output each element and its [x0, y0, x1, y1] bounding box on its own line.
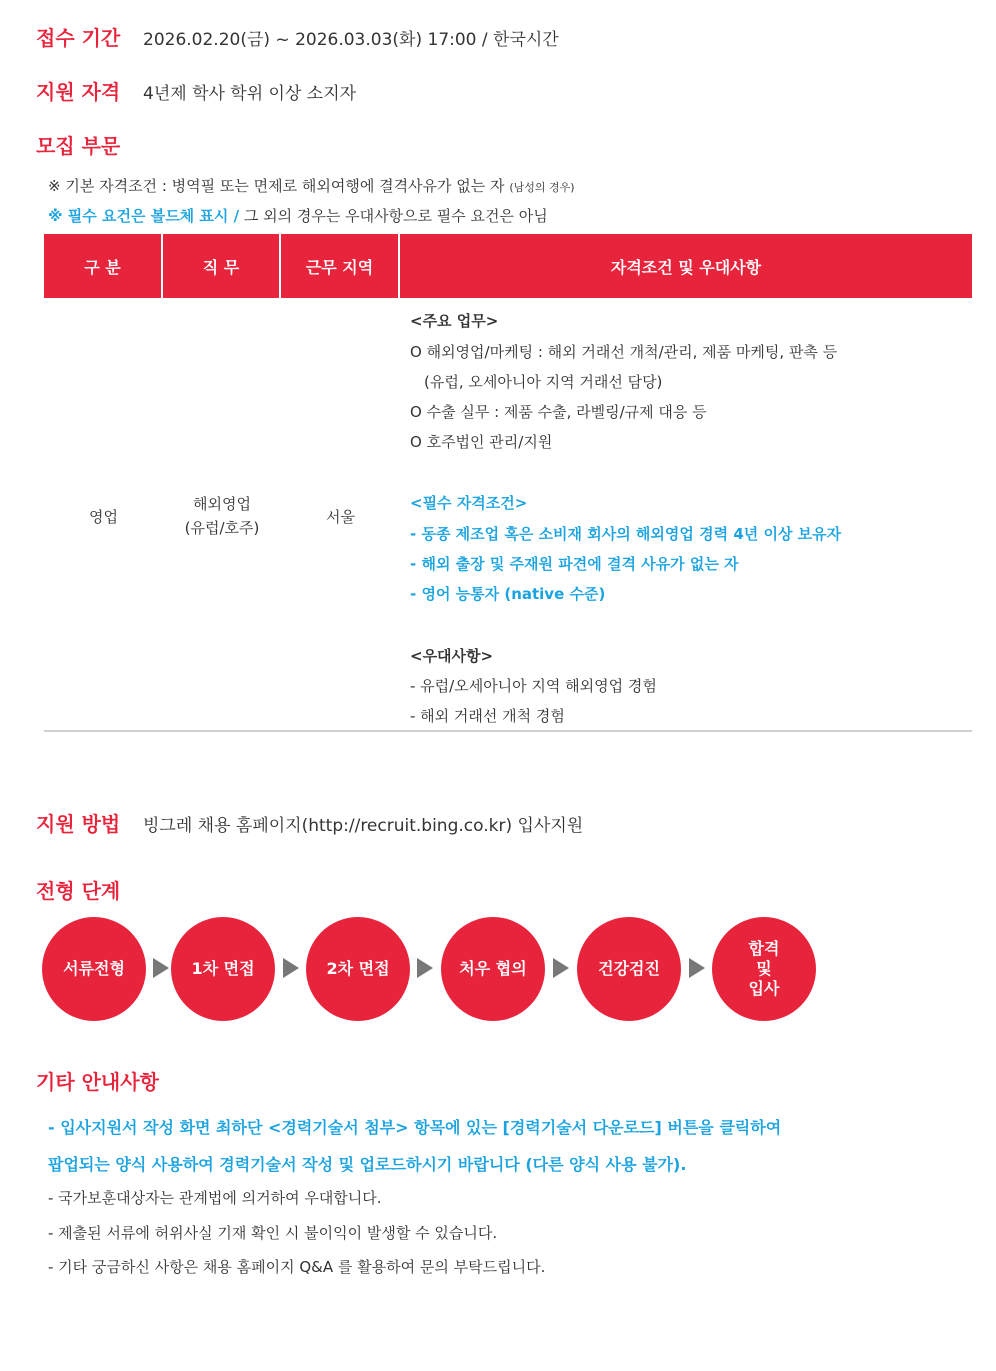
basic-note-small: (남성의 경우) [509, 181, 575, 194]
header-division: 구 분 [44, 234, 163, 298]
required-item: - 해외 출장 및 주재원 파견에 결격 사유가 없는 자 [410, 555, 739, 573]
process-label: 전형 단계 [36, 879, 121, 903]
required-note-bold: ※ 필수 요건은 볼드체 표시 / [48, 207, 240, 225]
cell-location: 서울 [326, 508, 355, 526]
duty-item: (유럽, 오세아니아 지역 거래선 담당) [424, 373, 663, 391]
arrow-right-icon [283, 958, 299, 978]
basic-note-main: ※ 기본 자격조건 : 병역필 또는 면제로 해외여행에 결격사유가 없는 자 [48, 177, 505, 195]
hire-line: 및 [756, 959, 772, 978]
etc-line: - 국가보훈대상자는 관계법에 의거하여 우대합니다. [48, 1189, 382, 1207]
arrow-right-icon [553, 958, 569, 978]
header-location: 근무 지역 [281, 234, 400, 298]
header-job: 직 무 [163, 234, 281, 298]
basic-qualification-note [48, 175, 575, 196]
hire-line: 입사 [748, 979, 780, 998]
hire-line: 합격 [748, 939, 780, 958]
process-step-health-check: 건강검진 [577, 917, 681, 1021]
period-label: 접수 기간 [36, 26, 121, 50]
etc-bold-line: - 입사지원서 작성 화면 최하단 <경력기술서 첨부> 항목에 있는 [경력기술서 다운로드] 버튼을 클릭하여 [48, 1118, 782, 1137]
duty-item: O 수출 실무 : 제품 수출, 라벨링/규제 대응 등 [410, 403, 707, 421]
process-step-negotiation: 처우 협의 [441, 917, 545, 1021]
period-value: 2026.02.20(금) ~ 2026.03.03(화) 17:00 / 한국시간 [143, 30, 559, 50]
cell-job-line1: 해외영업 [193, 495, 251, 513]
required-title: <필수 자격조건> [410, 494, 528, 512]
table-header [44, 234, 972, 298]
cell-job [163, 492, 281, 540]
etc-line: - 기타 궁금하신 사항은 채용 홈페이지 Q&A 를 활용하여 문의 부탁드립니다. [48, 1258, 546, 1276]
preferred-item: - 유럽/오세아니아 지역 해외영업 경험 [410, 677, 657, 695]
apply-value: 빙그레 채용 홈페이지(http://recruit.bing.co.kr) 입사지원 [143, 816, 584, 836]
required-item: - 동종 제조업 혹은 소비재 회사의 해외영업 경력 4년 이상 보유자 [410, 525, 842, 543]
etc-bold-line: 팝업되는 양식 사용하여 경력기술서 작성 및 업로드하시기 바랍니다 (다른 양식 사용 불가). [48, 1155, 687, 1174]
cell-job-line2: (유럽/호주) [184, 519, 260, 537]
arrow-right-icon [153, 958, 169, 978]
preferred-title: <우대사항> [410, 647, 494, 665]
required-note [48, 205, 548, 226]
duty-item: O 호주법인 관리/지원 [410, 433, 553, 451]
qualification-label: 지원 자격 [36, 80, 121, 104]
etc-label: 기타 안내사항 [36, 1070, 159, 1094]
process-step-interview2: 2차 면접 [306, 917, 410, 1021]
process-step-document: 서류전형 [42, 917, 146, 1021]
table-bottom-divider [44, 730, 972, 732]
apply-label: 지원 방법 [36, 812, 121, 836]
duties-title: <주요 업무> [410, 312, 499, 330]
process-step-interview1: 1차 면접 [171, 917, 275, 1021]
process-step-hire [712, 917, 816, 1021]
arrow-right-icon [689, 958, 705, 978]
preferred-item: - 해외 거래선 개척 경험 [410, 707, 565, 725]
arrow-right-icon [417, 958, 433, 978]
recruit-label: 모집 부문 [36, 134, 121, 158]
etc-line: - 제출된 서류에 허위사실 기재 확인 시 불이익이 발생할 수 있습니다. [48, 1224, 498, 1242]
duty-item: O 해외영업/마케팅 : 해외 거래선 개척/관리, 제품 마케팅, 판촉 등 [410, 343, 838, 361]
header-requirements: 자격조건 및 우대사항 [610, 257, 762, 277]
required-item: - 영어 능통자 (native 수준) [410, 585, 606, 603]
qualification-value: 4년제 학사 학위 이상 소지자 [143, 84, 357, 104]
cell-division: 영업 [89, 508, 118, 526]
required-note-rest: 그 외의 경우는 우대사항으로 필수 요건은 아님 [239, 207, 548, 225]
